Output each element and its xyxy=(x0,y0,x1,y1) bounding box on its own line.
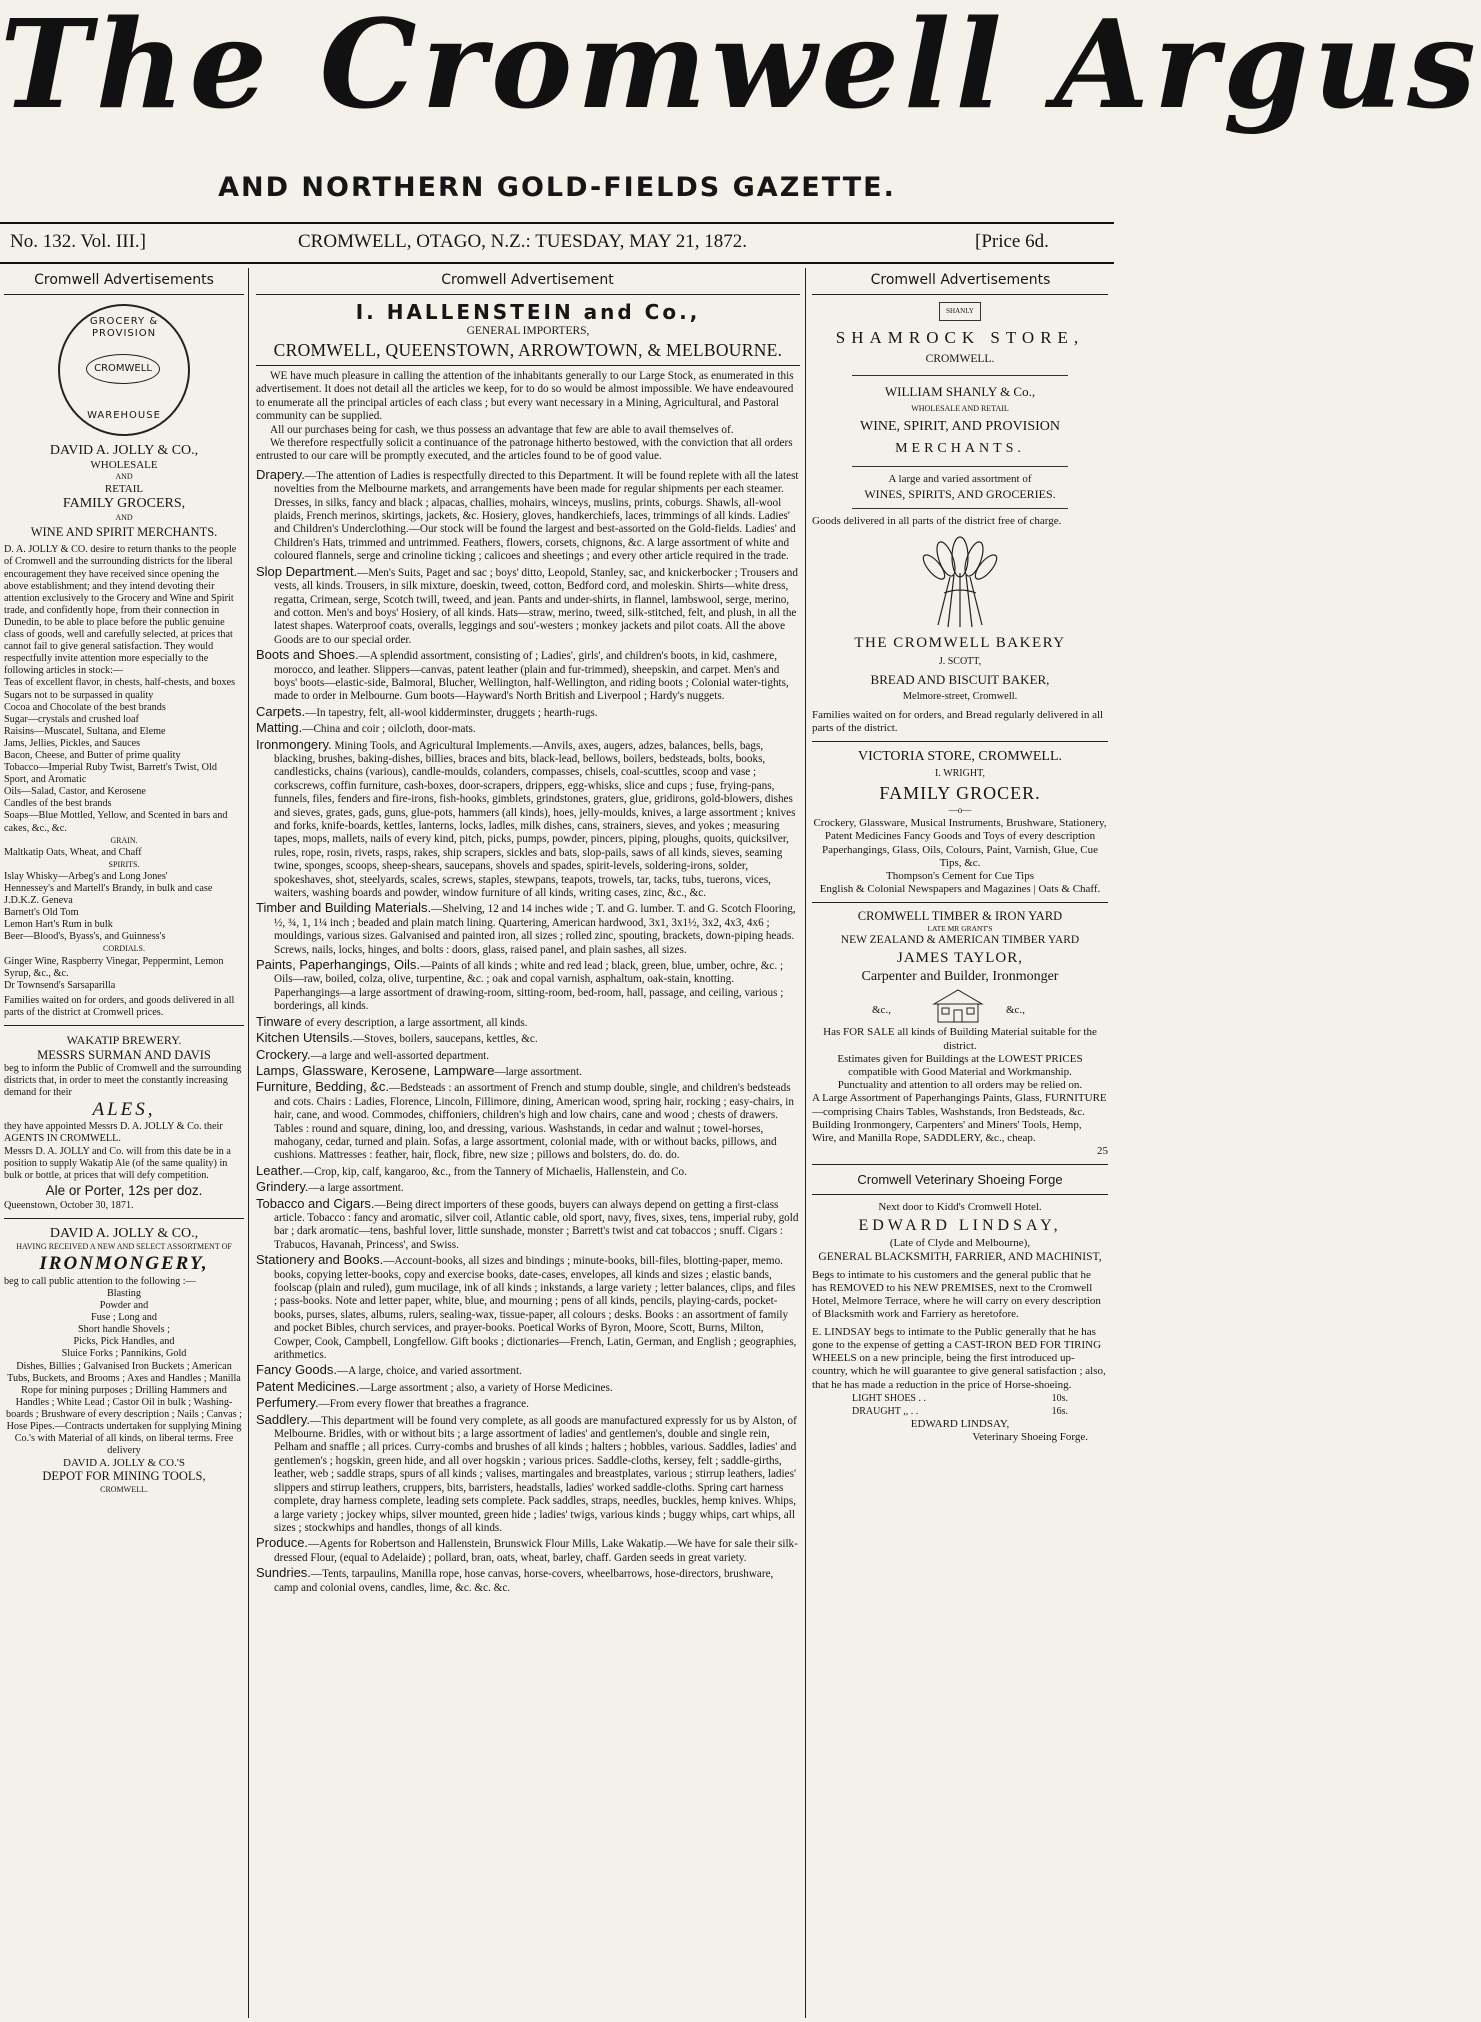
section-text: —China and coir ; oilcloth, door-mats. xyxy=(302,723,476,736)
section-lamps xyxy=(256,1064,800,1079)
ironmongery-line: Sluice Forks ; Pannikins, Gold xyxy=(61,1348,187,1360)
section-text: —large assortment. xyxy=(494,1065,582,1078)
price-row-light xyxy=(812,1392,1108,1405)
victoria-owner: I. WRIGHT, xyxy=(935,768,985,780)
divider xyxy=(852,375,1068,376)
grain-item: Maltkatip Oats, Wheat, and Chaff xyxy=(4,846,142,858)
timber-nz: NEW ZEALAND & AMERICAN TIMBER YARD xyxy=(840,934,1080,947)
timber-body-1: Has FOR SALE all kinds of Building Material suitable for the district. xyxy=(823,1026,1097,1052)
section-heading: Matting. xyxy=(256,720,303,736)
shamrock-body-2: WINES, SPIRITS, AND GROCERIES. xyxy=(864,487,1056,502)
jolly-line-6: WINE AND SPIRIT MERCHANTS. xyxy=(30,525,218,540)
jolly-line-2: AND xyxy=(115,472,133,482)
spirits-item: J.D.K.Z. Geneva xyxy=(4,895,73,907)
hallenstein-sub: GENERAL IMPORTERS, xyxy=(466,325,590,337)
price-value: 16s. xyxy=(1051,1405,1068,1417)
ironmongery-heading: IRONMONGERY, xyxy=(39,1252,209,1274)
section-text: —A large, choice, and varied assortment. xyxy=(336,1365,522,1378)
ironmongery-intro: beg to call public attention to the following :— xyxy=(4,1275,196,1287)
section-text: —Agents for Robertson and Hallenstein, Brunswick Flour Mills, Lake Wakatip.—We have for sale their silk-dressed Flour, (equal to Adelaide) ; pollard, bran, oats, wheat, barley, chaff. Garden seeds in great variety. xyxy=(274,1538,798,1564)
section-tobacco xyxy=(256,1197,800,1253)
intro-paragraph: We therefore respectfully solicit a continuance of the patronage hitherto bestowed, with the conviction that all orders entrusted to our care will be promptly executed, and the articles found to be of good value. xyxy=(256,437,793,463)
shanly-logo xyxy=(812,302,1108,321)
section-text: —Men's Suits, Paget and sac ; boys' ditto, Leopold, Stanley, sac, and knickerbocker ; Trousers and vests, all kinds. Trousers, in silk mixture, doeskin, tweed, cotton, Bedford cord, and moleskin. Shirts—white dress, regatta, Crimean, serge, Scotch twill, tweed, and jean. Pants and under-shirts, in flannel, lambswool, serge, merino, and cotton. Men's and boys' Hosiery, of all kinds. Hats—straw, merino, tweed, silk-stitched, felt, and plush, in all the latest shapes. Waterproof coats, overalls, leggings and sou'-westers ; monkey jackets and pilot coats. All the above Goods are to our special order. xyxy=(274,566,798,646)
section-carpets xyxy=(256,705,800,720)
divider xyxy=(812,741,1108,742)
section-heading: Furniture, Bedding, &c. xyxy=(256,1079,389,1095)
timber-trade: Carpenter and Builder, Ironmonger xyxy=(861,969,1059,985)
jolly-item: Bacon, Cheese, and Butter of prime quality xyxy=(4,749,181,761)
shanly-logo-text: SHANLY xyxy=(939,302,981,321)
price-row-draught xyxy=(812,1405,1108,1418)
section-text: —Stoves, boilers, saucepans, kettles, &c. xyxy=(352,1033,538,1046)
cordials-item: Ginger Wine, Raspberry Vinegar, Peppermint, Lemon Syrup, &c., &c. xyxy=(4,955,224,979)
timber-late: LATE MR GRANT'S xyxy=(927,924,993,934)
brewery-body: beg to inform the Public of Cromwell and the surrounding districts that, in order to meet the constantly increasing demand for their xyxy=(4,1063,242,1099)
section-text: —Large assortment ; also, a variety of Horse Medicines. xyxy=(359,1381,613,1394)
section-stationery xyxy=(256,1253,800,1362)
section-text: —The attention of Ladies is respectfully directed to this Department. It will be found replete with all the latest novelties from the Melbourne markets, and arrangements have been made for regular shipments per each steamer. Dresses, in silks, fancy and black ; alpacas, challies, mohairs, winceys, muslins, prints, coburgs. Shawls, all-wool plaids, French merinos, skirtings, jackets, &c. Hosiery, gloves, handkerchiefs, laces, trimmings of all kinds. Ladies' and Children's Underclothing.—Our stock will be found the largest and best-assorted on the Gold-fields. Ladies' and Children's Hats, trimmed and untrimmed. Feathers, flowers, corsets, chignons, &c. A large assortment of white and coloured flannels, serge and crinoline ticking ; calicoes and sheetings ; and every other article required in the trade. xyxy=(274,469,799,563)
ironmongery-line: Picks, Pick Handles, and xyxy=(73,1336,175,1348)
timber-illustration-row xyxy=(812,986,1108,1026)
section-heading: Drapery. xyxy=(256,466,305,482)
spirits-item: Hennessey's and Martell's Brandy, in bulk and case xyxy=(4,883,213,894)
jolly-name: DAVID A. JOLLY & CO., xyxy=(49,443,199,458)
victoria-body-1: Crockery, Glassware, Musical Instruments, Brushware, Stationery, Patent Medicines Fancy Goods and Toys of every description Paperhangings, Glass, Oils, Colours, Paint, Varnish, Glue, Cue Tips, &c. xyxy=(813,817,1107,869)
timber-body-5: Building Ironmongery, Carpenters' and Miners' Tools, Hemp, Wire, and Manilla Rope, SADDLERY, &c., cheap. xyxy=(812,1118,1082,1145)
section-produce xyxy=(256,1536,800,1565)
grain-heading: GRAIN. xyxy=(110,835,138,845)
left-column-header: Cromwell Advertisements xyxy=(34,272,214,288)
jolly-body: D. A. JOLLY & CO. desire to return thanks to the people of Cromwell and the surrounding districts for the liberal encouragement they have received since opening the above establishment; and they intend devoting their attention exclusively to the Grocery and Wine and Spirit trade, and confidently hope, from their connection in Dunedin, to be able to place before the public genuine class of goods, well and carefully selected, at prices that cannot fail to give general satisfaction. They would respectfully invite attention more especially to the following articles in stock:— xyxy=(4,544,237,677)
divider xyxy=(852,508,1068,509)
jolly-item: Cocoa and Chocolate of the best brands xyxy=(4,701,166,713)
timber-title: CROMWELL TIMBER & IRON YARD xyxy=(857,909,1063,924)
ironmongery-line: Fuse ; Long and xyxy=(91,1312,157,1324)
stamp-ring-text: GROCERY & PROVISION xyxy=(89,316,159,340)
shamrock-owner: WILLIAM SHANLY & Co., xyxy=(884,384,1036,400)
section-heading: Stationery and Books. xyxy=(256,1252,384,1268)
price: [Price 6d. xyxy=(975,231,1049,252)
section-ironmongery xyxy=(256,738,800,901)
ironmongery-firm: DAVID A. JOLLY & CO., xyxy=(49,1225,199,1241)
brewery-dated: Queenstown, October 30, 1871. xyxy=(4,1199,134,1211)
section-crockery xyxy=(256,1048,800,1063)
section-leather xyxy=(256,1164,800,1179)
column-divider-right xyxy=(805,268,806,2018)
spirits-item: Barnett's Old Tom xyxy=(4,907,79,919)
section-heading: Patent Medicines. xyxy=(256,1378,360,1394)
shamrock-line-1: WINE, SPIRIT, AND PROVISION xyxy=(859,419,1061,435)
right-column-header: Cromwell Advertisements xyxy=(870,272,1051,288)
veterinary-name: EDWARD LINDSAY, xyxy=(858,1216,1062,1234)
section-kitchen xyxy=(256,1031,800,1046)
spirits-item: Beer—Blood's, Byass's, and Guinness's xyxy=(4,931,166,943)
jolly-item: Sugar—crystals and crushed loaf xyxy=(4,713,139,725)
section-heading: Saddlery. xyxy=(256,1411,310,1427)
section-heading: Leather. xyxy=(256,1162,303,1178)
newspaper-title: The Cromwell Argus xyxy=(0,0,1481,136)
section-heading: Crockery. xyxy=(256,1046,311,1062)
divider xyxy=(812,1194,1108,1195)
shamrock-body-3: Goods delivered in all parts of the district free of charge. xyxy=(812,515,1062,528)
shamrock-line-2: MERCHANTS. xyxy=(895,441,1025,457)
shamrock-trade: WHOLESALE AND RETAIL xyxy=(911,404,1009,414)
right-header-rule xyxy=(812,294,1108,295)
jolly-line-5: AND xyxy=(115,513,133,523)
jolly-item: Sugars not to be surpassed in quality xyxy=(4,689,154,701)
jolly-footer: Families waited on for orders, and goods delivered in all parts of the district at Cromwell prices. xyxy=(4,994,235,1018)
section-text: —Crop, kip, calf, kangaroo, &c., from the Tannery of Michaelis, Hallenstein, and Co. xyxy=(303,1165,687,1178)
timber-etc-left: &c., xyxy=(872,1004,891,1017)
divider xyxy=(852,466,1068,467)
intro-paragraph: All our purchases being for cash, we thus possess an advantage that few are able to avail themselves of. xyxy=(270,423,734,436)
section-heading: Ironmongery. xyxy=(256,736,332,752)
cordials-heading: CORDIALS. xyxy=(102,944,145,954)
bakery-title: THE CROMWELL BAKERY xyxy=(854,634,1066,651)
left-header-rule xyxy=(4,294,244,295)
spirits-heading: SPIRITS. xyxy=(108,859,140,869)
timber-number: 25 xyxy=(1097,1145,1108,1158)
section-heading: Kitchen Utensils. xyxy=(256,1030,353,1046)
dateline xyxy=(0,226,1114,256)
section-boots xyxy=(256,648,800,704)
price-label: DRAUGHT ,, . . xyxy=(852,1405,919,1417)
section-timber xyxy=(256,901,800,957)
intro-paragraph: WE have much pleasure in calling the attention of the inhabitants generally to our Large Stock, as enumerated in this advertisement. It does not detail all the articles we keep, for to do so would be almost impossible. We have endeavoured to enumerate all the principal articles of each class ; but every want necessary in a Mining, Agricultural, and Pastoral community can be supplied. xyxy=(256,370,794,423)
veterinary-trade: GENERAL BLACKSMITH, FARRIER, AND MACHINIST, xyxy=(818,1250,1102,1263)
jolly-line-3: RETAIL xyxy=(104,483,144,496)
column-divider-left xyxy=(248,268,249,2018)
bakery-address: Melmore-street, Cromwell. xyxy=(902,690,1018,702)
masthead xyxy=(0,0,1481,240)
bakery-trade: BREAD AND BISCUIT BAKER, xyxy=(870,671,1050,687)
shamrock-title: SHAMROCK STORE, xyxy=(835,328,1085,348)
section-text: —A splendid assortment, consisting of ; Ladies', girls', and children's boots, in kid, cashmere, morocco, and leather. Slippers—canvas, patent leather (plain and fur-trimmed), sheepskin, and carpet. Men's and boys' boots—elastic-side, Balmoral, Blucher, Wellington, half-Wellington, and riding boots ; Colonial water-tights, made to order in Melbourne. Gum boots—Hayward's North British and Liverpool ; Hardy's nuggets. xyxy=(274,650,789,703)
section-drapery xyxy=(256,468,800,564)
section-heading: Paints, Paperhangings, Oils. xyxy=(256,957,421,973)
jolly-item: Oils—Salad, Castor, and Kerosene xyxy=(4,786,146,798)
brewery-title: WAKATIP BREWERY. xyxy=(66,1033,182,1048)
issue-number: No. 132. Vol. III.] xyxy=(10,231,146,252)
bakery-body: Families waited on for orders, and Bread regularly delivered in all parts of the district. xyxy=(812,708,1104,734)
section-perfumery xyxy=(256,1396,800,1411)
middle-header-rule xyxy=(256,294,800,295)
victoria-body-2: Thompson's Cement for Cue Tips xyxy=(885,870,1035,883)
section-heading: Slop Department. xyxy=(256,563,358,579)
price-label: LIGHT SHOES . . xyxy=(852,1392,926,1404)
middle-column xyxy=(256,300,800,2018)
shamrock-town: CROMWELL. xyxy=(925,353,995,366)
section-text: —a large and well-assorted department. xyxy=(310,1049,490,1062)
stamp-bottom-text: WAREHOUSE xyxy=(87,410,161,421)
wheat-sheaf-illustration xyxy=(920,533,1000,629)
brewery-body-2: they have appointed Messrs D. A. JOLLY & Co. their AGENTS IN CROMWELL. xyxy=(4,1121,223,1145)
jolly-item: Raisins—Muscatel, Sultana, and Eleme xyxy=(4,725,166,737)
section-text: —Shelving, 12 and 14 inches wide ; T. and G. lumber. T. and G. Scotch Flooring, ½, ¾, 1, 1¼ inch ; beaded and plain match lining. Quartering, American hardwood, 3x1, 3x1½, 3x2, 4x3, 4x6 ; mouldings, various sizes. Galvanised and painted iron, all sizes ; rolled zinc, spouting, brackets, down-piping heads. Screws, nails, locks, hinges, and bolts : doors, glass, raised panel, and plain sashes, all sizes. xyxy=(274,903,796,956)
ironmongery-line: Blasting xyxy=(107,1287,141,1299)
timber-body-2: Estimates given for Buildings at the LOWEST PRICES compatible with Good Material and Workmanship. xyxy=(837,1052,1083,1079)
ironmongery-sub: HAVING RECEIVED A NEW AND SELECT ASSORTMENT OF xyxy=(16,1241,232,1251)
timber-owner: JAMES TAYLOR, xyxy=(897,950,1023,967)
brewery-price: Ale or Porter, 12s per doz. xyxy=(45,1182,203,1198)
section-text: of every description, a large assortment, all kinds. xyxy=(301,1016,528,1029)
masthead-rule-top xyxy=(0,222,1114,224)
ironmongery-footer-2: DEPOT FOR MINING TOOLS, xyxy=(42,1469,206,1484)
veterinary-late: (Late of Clyde and Melbourne), xyxy=(889,1236,1031,1249)
jolly-item: Jams, Jellies, Pickles, and Sauces xyxy=(4,737,141,749)
section-heading: Boots and Shoes. xyxy=(256,647,359,663)
veterinary-signature: EDWARD LINDSAY, xyxy=(910,1418,1010,1431)
section-matting xyxy=(256,721,800,736)
middle-column-header: Cromwell Advertisement xyxy=(441,272,614,288)
ironmongery-footer-1: DAVID A. JOLLY & CO.'S xyxy=(63,1457,185,1470)
section-sundries xyxy=(256,1566,800,1595)
victoria-body-3: English & Colonial Newspapers and Magazines | Oats & Chaff. xyxy=(819,883,1101,896)
divider xyxy=(256,365,800,366)
timber-etc-right: &c., xyxy=(1006,1004,1025,1017)
cordials-item: Dr Townsend's Sarsaparilla xyxy=(4,979,116,991)
section-text: —Paints of all kinds ; white and red lead ; black, green, blue, umber, ochre, &c. ; Oils—raw, boiled, colza, olive, turpentine, &c. ; oak and copal varnish, asphaltum, oak-stain, knotting. Paperhangings—a large assortment of drawing-room, sitting-room, bed-room, hall, passage, and ceiling, various ; borderings, all kinds. xyxy=(274,960,784,1013)
section-heading: Fancy Goods. xyxy=(256,1362,337,1378)
brewery-body-3: Messrs D. A. JOLLY and Co. will from this date be in a position to supply Wakatip Ale (of the same quality) in bulk or bottle, at prices that will defy competition. xyxy=(4,1145,231,1181)
shamrock-body-1: A large and varied assortment of xyxy=(888,473,1032,486)
place-date: CROMWELL, OTAGO, N.Z.: TUESDAY, MAY 21, 1872. xyxy=(298,231,748,252)
section-heading: Tobacco and Cigars. xyxy=(256,1195,375,1211)
spirits-item: Islay Whisky—Arbeg's and Long Jones' xyxy=(4,870,168,882)
hallenstein-towns: CROMWELL, QUEENSTOWN, ARROWTOWN, & MELBOURNE. xyxy=(273,340,783,360)
jolly-line-4: FAMILY GROCERS, xyxy=(62,496,186,512)
house-illustration xyxy=(930,988,986,1024)
right-column xyxy=(812,300,1108,2018)
section-heading: Grindery. xyxy=(256,1179,309,1195)
divider xyxy=(4,1218,244,1219)
section-heading: Lamps, Glassware, Kerosene, Lampware xyxy=(256,1062,495,1078)
section-saddlery xyxy=(256,1413,800,1536)
price-value: 10s. xyxy=(1051,1392,1068,1404)
stamp-center-text: CROMWELL xyxy=(86,354,160,384)
victoria-title: VICTORIA STORE, CROMWELL. xyxy=(857,749,1063,765)
section-text: —Being direct importers of these goods, buyers can always depend on getting a first-class article. Tobacco : fancy and aromatic, silver coil, Atlantic cable, old sport, navy, fives, sixes, tens, imperial ruby, gold bar ; dark aromatic—tens, bashful lover, little sunshade, monster ; Barrett's twist and cat tobaccos ; snuff. Cigars : Trabucos, Havanah, Princess', and Swiss. xyxy=(274,1198,799,1251)
veterinary-next-door: Next door to Kidd's Cromwell Hotel. xyxy=(878,1201,1042,1214)
section-heading: Tinware xyxy=(256,1013,302,1029)
hallenstein-firm: I. HALLENSTEIN and Co., xyxy=(355,300,701,324)
section-text: —Tents, tarpaulins, Manilla rope, hose canvas, horse-covers, wheelbarrows, hose-directors, brushware, camp and colonial ovens, candles, lime, &c. &c. &c. xyxy=(274,1568,774,1594)
jolly-line-1: WHOLESALE xyxy=(90,459,158,471)
section-text: —Account-books, all sizes and bindings ; minute-books, bill-files, blotting-paper, memo. books, copying letter-books, copy and exercise books, date-cases, envelopes, all kinds and sizes ; elastic bands, foolscap (plain and ruled), gum mucilage, ink of all kinds ; inkstands, a large variety ; letter balances, clips, and files ; pass-books. Note and letter paper, white, blue, and mourning ; pens of all kinds, pencils, playing-cards, pocket-books, purses, slates, albums, rulers, sealing-wax, tissue-paper, all colours ; desks. Books : an assortment of family and pocket Bibles, church services, and prayer-books. Poetical Works of Byron, Moore, Scott, Burns, Milton, Cowper, Cook, Campbell, Longfellow. Gift books ; dictionaries—French, Latin, German, and English ; geographies, arithmetics. xyxy=(274,1255,797,1362)
brewery-ales: ALES, xyxy=(92,1099,156,1121)
newspaper-subtitle: AND NORTHERN GOLD-FIELDS GAZETTE. xyxy=(218,172,896,203)
bakery-owner: J. SCOTT, xyxy=(938,655,982,667)
jolly-item: Candles of the best brands xyxy=(4,798,112,810)
section-paints xyxy=(256,958,800,1014)
left-column xyxy=(4,300,244,2018)
ironmongery-line: Powder and xyxy=(99,1300,149,1312)
jolly-item: Soaps—Blue Mottled, Yellow, and Scented in bars and cakes, &c., &c. xyxy=(4,810,228,834)
veterinary-signature-2: Veterinary Shoeing Forge. xyxy=(972,1431,1088,1444)
divider xyxy=(4,1025,244,1026)
divider xyxy=(812,1164,1108,1165)
victoria-trade: FAMILY GROCER. xyxy=(879,783,1041,804)
section-text: —From every flower that breathes a fragrance. xyxy=(318,1398,529,1411)
section-text: —Bedsteads : an assortment of French and stump double, single, and children's bedsteads and cots. Chairs : Ladies, Florence, Lincoln, Fillimore, dining, American wood, spring hair, rocking ; easy-chairs, in hair, cane, and wood. Commodes, chiffoniers, children's high and low chairs, cane and wood ; chests of drawers. Tables : round and square, dining, loo, and dressing, various. Washstands, in cedar and walnut ; towel-horses, mahogany, cedar, turned and plain. Sofas, a large assortment, colonial made, with or without backs, pillows, and cushions. Mattresses : feather, hair, flock, fibre, new size ; pillows and bolsters, do. do. do. xyxy=(274,1082,794,1162)
section-text: —a large assortment. xyxy=(308,1182,404,1195)
ironmongery-footer-3: CROMWELL. xyxy=(100,1485,148,1495)
section-heading: Sundries. xyxy=(256,1565,311,1581)
veterinary-body-2: E. LINDSAY begs to intimate to the Public generally that he has gone to the expense of getting a CAST-IRON BED FOR TIRING WHEELS on a new principle, being the first introduced up-country, which he will guarantee to give general satisfaction ; also, that he has made a reduction in the price of Horse-shoeing. xyxy=(812,1325,1106,1391)
section-fancy-goods xyxy=(256,1363,800,1378)
section-heading: Carpets. xyxy=(256,703,306,719)
timber-body-3: Punctuality and attention to all orders may be relied on. xyxy=(837,1079,1083,1092)
section-patent-medicines xyxy=(256,1380,800,1395)
veterinary-body-1: Begs to intimate to his customers and the general public that he has REMOVED to his NEW PREMISES, next to the Cromwell Hotel, Melmore Terrace, where he will carry on every description of Blacksmith work and Farriery as heretofore. xyxy=(812,1268,1101,1321)
divider xyxy=(812,902,1108,903)
section-heading: Timber and Building Materials. xyxy=(256,900,432,916)
veterinary-title: Cromwell Veterinary Shoeing Forge xyxy=(857,1172,1063,1188)
section-slop xyxy=(256,565,800,647)
jolly-items xyxy=(4,677,244,834)
section-heading: Produce. xyxy=(256,1535,309,1551)
ironmongery-line: Short handle Shovels ; xyxy=(78,1324,170,1336)
section-grindery xyxy=(256,1180,800,1195)
spirits-item: Lemon Hart's Rum in bulk xyxy=(4,919,113,931)
section-furniture xyxy=(256,1080,800,1162)
timber-body-4: A Large Assortment of Paperhangings Paints, Glass, FURNITURE—comprising Chairs Tables, Washstands, Iron Bedsteads, &c. xyxy=(812,1092,1107,1118)
ironmongery-body: Dishes, Billies ; Galvanised Iron Buckets ; American Tubs, Buckets, and Brooms ; Axes and Handles ; Manilla Rope for mining purposes ; Drilling Hammers and Handles ; White Lead ; Castor Oil in bulk ; Washing-boards ; Brushware of every description ; Nails ; Canvas ; Hose Pipes.—Contracts undertaken for supplying Mining Co.'s with Material of all kinds, on liberal terms. Free delivery xyxy=(6,1360,242,1457)
brewery-line-1: MESSRS SURMAN AND DAVIS xyxy=(37,1048,211,1063)
section-text: —This department will be found very complete, as all goods are manufactured expressly for us by Alston, of Melbourne. Bridles, with or without bits ; a large assortment of ladies' and gentlemen's, double and single rein, Pelham and snaffle ; all prices. Curry-combs and brushes of all kinds ; halters ; hobbles, various. Saddles, ladies' and gentlemen's ; hogskin, green hide, and all over hogskin ; various prices. Saddle-cloths, kersey, felt ; saddle-girths, leather, web ; saddle straps, spurs of all kinds ; valises, martingales and breastplates, various ; stirrup leathers, ladies' slippers and stirrup leathers, cruppers, bits, barristers, headstalls, ladies' worked saddle-cloths. Spring cart harness complete, dray harness complete, leading sets complete. Pack saddles, straps, needles, buckles, hemp knives. Whips, a large variety ; jockey whips, silver mounted, green hide ; ladies' twigs, various kinds ; buggy whips, cart whips, all sizes ; stockwhips and handles, thongs of all kinds. xyxy=(274,1414,797,1534)
jolly-item: Tobacco—Imperial Ruby Twist, Barrett's Twist, Old Sport, and Aromatic xyxy=(4,762,217,786)
section-text: —In tapestry, felt, all-wool kidderminster, druggets ; hearth-rugs. xyxy=(305,706,598,719)
grocery-warehouse-stamp xyxy=(58,304,190,436)
jolly-item: Teas of excellent flavor, in chests, half-chests, and boxes xyxy=(4,677,236,689)
section-tinware xyxy=(256,1015,800,1030)
victoria-mark: —o— xyxy=(948,805,972,816)
section-text: Mining Tools, and Agricultural Implements.—Anvils, axes, augers, adzes, balances, bells, bags, blacking, brushes, baking-dishes, billies, braces and bits, black-lead, bellows, boilers, bedsteads, bolts, books, candlesticks, chains (various), candle-moulds, colanders, compasses, chisels, coal-scuttles, scoop and vase ; corkscrews, coffin furniture, cash-boxes, door-scrapers, drippers, egg-whisks, slice and cups ; fuse, frying-pans, funnels, files, fenders and fire-irons, fish-hooks, gimblets, grindstones, graters, glue, gridirons, gold-blowers, dishes and sieves, grates, gads, guns, glue-pots, hammers (all kinds), hoes, jelly-moulds, knives, a large assortment ; knives and forks, knife-boards, kettles, lanterns, locks, ladles, milk dishes, cans, strainers, sieves, and yokes ; measuring tapes, mops, mallets, nails of every kind, pitch, picks, pumps, powder, pincers, piping, ploughs, quoits, quicksilver, rules, rope, rosin, rivets, rasps, rakes, ship scrapers, sickles and bats, slop-pails, saws of all kinds, sieves, seaming twine, sponges, scoops, sheep-shears, saucepans, shovels and spades, spirit-levels, soldering-irons, solder, spokeshaves, shot, steelyards, scales, screws, staples, stewpans, teapots, trowels, tar, tacks, tubs, tuerons, vices, waiters, washing boards and powder, window furniture of all kinds, writing cases, zinc, &c., &c. xyxy=(274,739,796,900)
section-heading: Perfumery. xyxy=(256,1395,319,1411)
masthead-rule-bottom xyxy=(0,262,1114,264)
